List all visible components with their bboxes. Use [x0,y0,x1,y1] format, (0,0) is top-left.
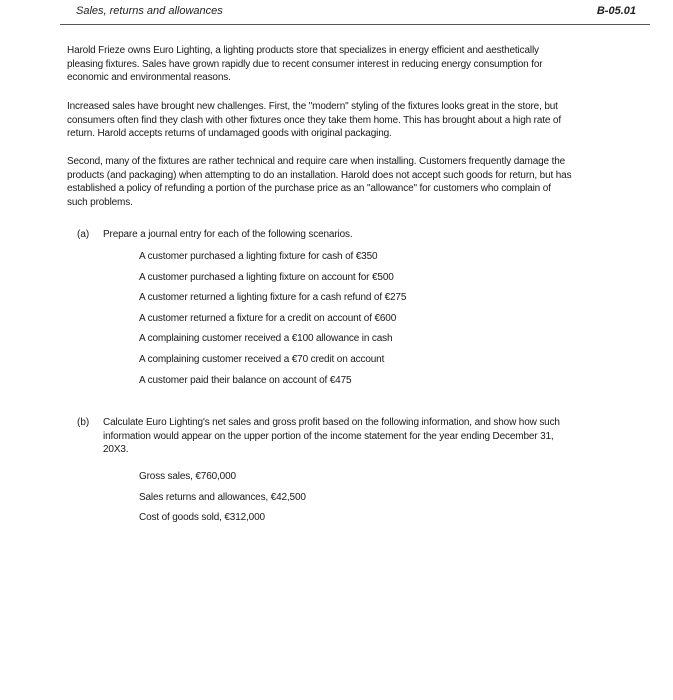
financial-data-item: Cost of goods sold, €312,000 [139,512,265,524]
scenario-item: A customer purchased a lighting fixture for cash of €350 [139,251,378,262]
part-b-label: (b) [77,417,90,428]
problem-code: B-05.01 [596,5,636,17]
intro-paragraph: Harold Frieze owns Euro Lighting, a lighting products store that specializes in energy efficient and aesthetically pleasing fixtures. Sales have grown rapidly due to recent consumer interest in reducing energy consumption for economic and environmental reasons. [67,45,543,84]
scenario-item: A complaining customer received a €100 allowance in cash [139,333,393,345]
scenario-item: A complaining customer received a €70 credit on account [139,353,385,365]
section-title: Sales, returns and allowances [76,5,223,17]
financial-data-item: Gross sales, €760,000 [139,471,236,482]
scenario-list [139,250,406,394]
challenge-paragraph-first: Increased sales have brought new challenges. First, the "modern" styling of the fixtures looks great in the store, but consumers often find they clash with other fixtures once they take them home. This has brought about a high rate of return. Harold accepts returns of undamaged goods with original packaging. [67,101,561,140]
part-a-prompt: Prepare a journal entry for each of the following scenarios. [103,229,353,240]
challenge-paragraph-second: Second, many of the fixtures are rather technical and require care when installing. Customers frequently damage the products (and packaging) when attempting to do an installation. Harold does not accept such goods for return, but has established a policy of refunding a portion of the purchase price as an "allowance" for customers who complain of such problems. [67,156,572,208]
part-a-label: (a) [77,229,90,240]
financial-data-list [139,470,306,532]
financial-data-item: Sales returns and allowances, €42,500 [139,491,306,503]
part-b-prompt: Calculate Euro Lighting's net sales and gross profit based on the following information, and show how such information would appear on the upper portion of the income statement for the year ending December 31, 20X3. [103,417,560,456]
scenario-item: A customer paid their balance on account of €475 [139,374,352,386]
page-header [60,0,650,25]
scenario-item: A customer returned a fixture for a credit on account of €600 [139,312,397,324]
scenario-item: A customer returned a lighting fixture for a cash refund of €275 [139,292,407,304]
scenario-item: A customer purchased a lighting fixture on account for €500 [139,271,394,283]
